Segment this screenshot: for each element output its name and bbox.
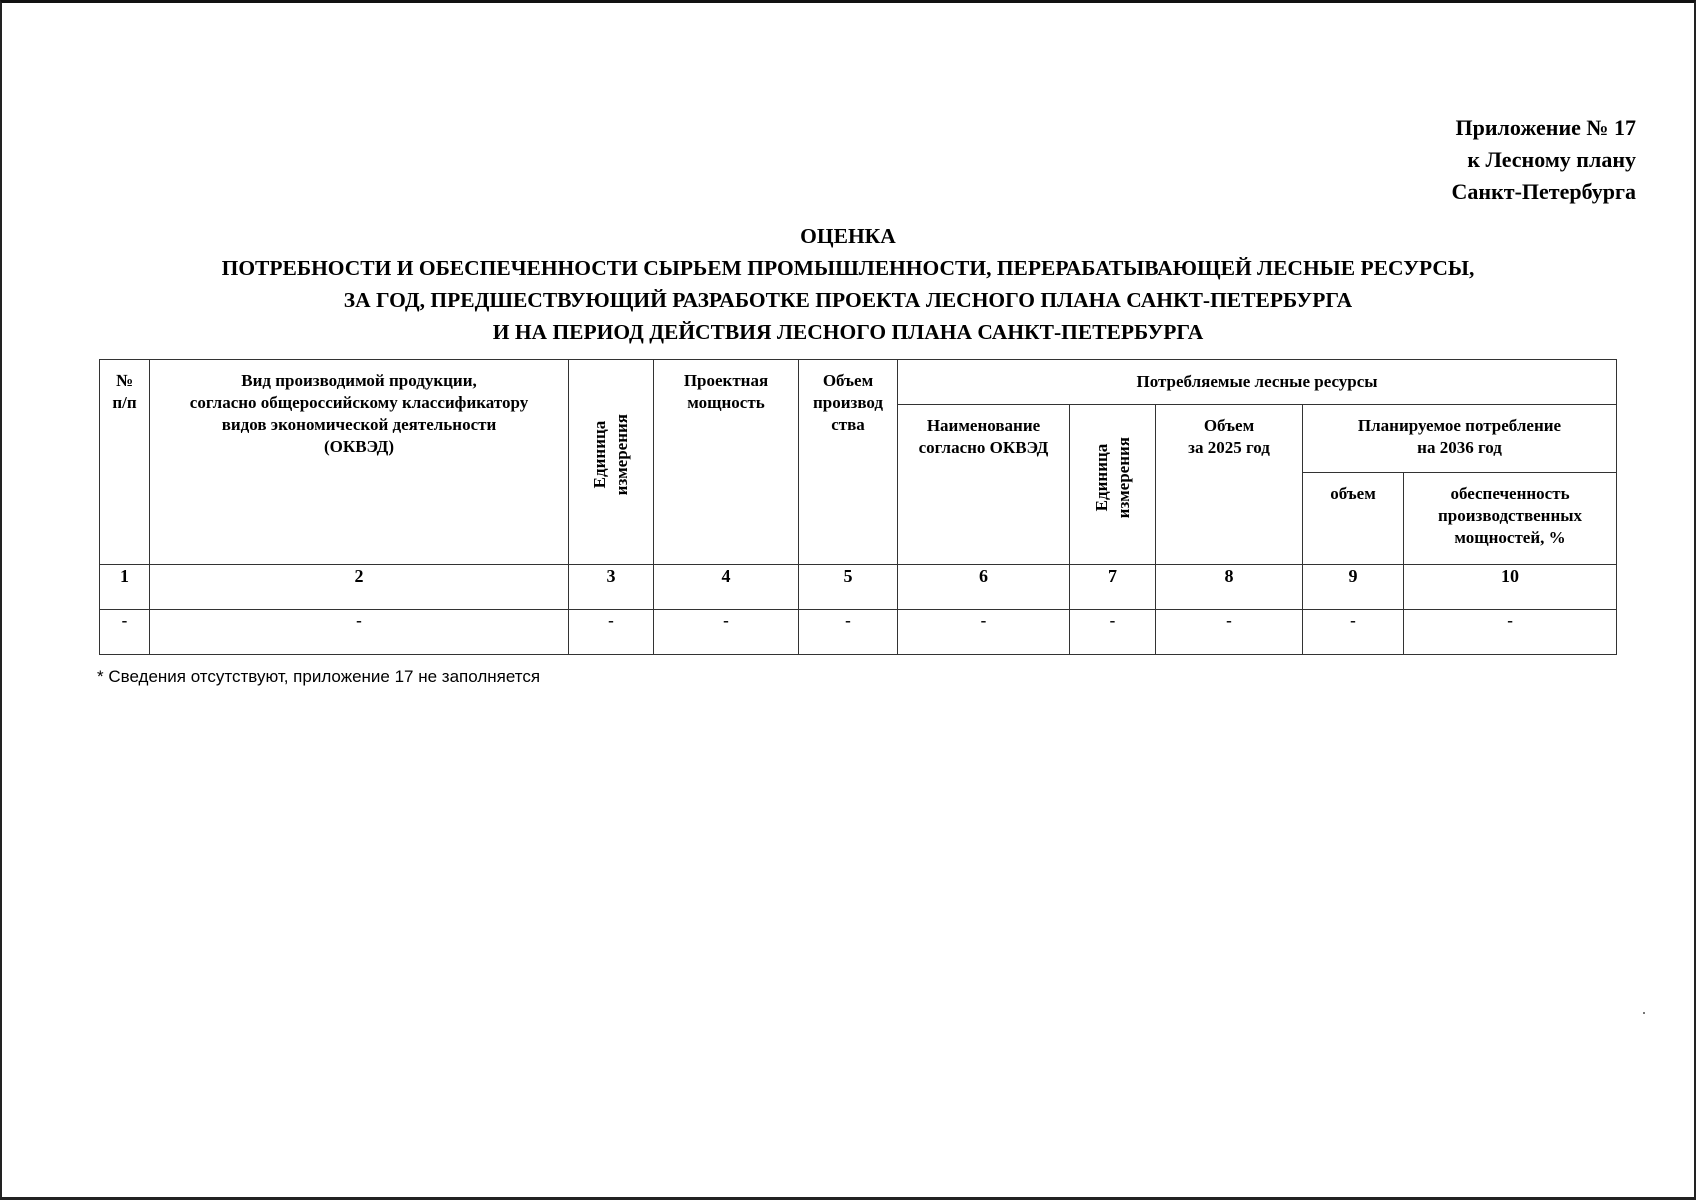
footnote: * Сведения отсутствуют, приложение 17 не заполняется xyxy=(97,667,541,686)
table-cell: - xyxy=(100,610,150,655)
header-text: производ xyxy=(812,393,884,412)
table-cell: - xyxy=(1070,610,1156,655)
header-text: Наименование xyxy=(926,416,1041,435)
scan-speck xyxy=(1643,1012,1645,1014)
header-text: Единица xyxy=(1091,444,1111,512)
table-cell: - xyxy=(898,610,1070,655)
appendix-note xyxy=(1452,112,1636,208)
header-res-volume xyxy=(1156,405,1303,565)
table-cell: - xyxy=(799,610,898,655)
column-number: 7 xyxy=(1070,565,1156,610)
header-text: п/п xyxy=(112,393,137,412)
header-res-name xyxy=(898,405,1070,565)
title-line: ЗА ГОД, ПРЕДШЕСТВУЮЩИЙ РАЗРАБОТКЕ ПРОЕКТА ЛЕСНОГО ПЛАНА САНКТ-ПЕТЕРБУРГА xyxy=(343,288,1353,312)
header-planned xyxy=(1303,405,1617,473)
header-text: № xyxy=(115,371,134,390)
header-supply xyxy=(1404,473,1617,565)
header-text: за 2025 год xyxy=(1188,438,1270,457)
table-cell: - xyxy=(1156,610,1303,655)
header-num xyxy=(100,360,150,565)
header-resources: Потребляемые лесные ресурсы xyxy=(898,360,1617,405)
header-text: согласно ОКВЭД xyxy=(918,438,1049,457)
header-text: Проектная xyxy=(683,371,769,390)
column-number: 9 xyxy=(1303,565,1404,610)
table-cell: - xyxy=(1303,610,1404,655)
appendix-line: Приложение № 17 xyxy=(1455,115,1636,140)
column-number-row xyxy=(100,565,1617,610)
table-cell: - xyxy=(150,610,569,655)
column-number: 5 xyxy=(799,565,898,610)
column-number: 4 xyxy=(654,565,799,610)
column-number: 3 xyxy=(569,565,654,610)
header-text: мощностей, % xyxy=(1454,528,1566,547)
header-text: Единица xyxy=(590,421,609,489)
column-number: 8 xyxy=(1156,565,1303,610)
header-text: (ОКВЭД) xyxy=(323,437,394,456)
assessment-table xyxy=(99,359,1617,655)
header-volume xyxy=(799,360,898,565)
header-text: согласно общероссийскому классификатору xyxy=(189,393,529,412)
header-row xyxy=(100,360,1617,405)
title-line: ОЦЕНКА xyxy=(800,224,896,248)
header-capacity xyxy=(654,360,799,565)
header-product xyxy=(150,360,569,565)
header-text: ства xyxy=(831,415,865,434)
header-text: Вид производимой продукции, xyxy=(241,371,477,390)
table-cell: - xyxy=(569,610,654,655)
appendix-line: Санкт-Петербурга xyxy=(1451,179,1636,204)
title-line: ПОТРЕБНОСТИ И ОБЕСПЕЧЕННОСТИ СЫРЬЕМ ПРОМЫШЛЕННОСТИ, ПЕРЕРАБАТЫВАЮЩЕЙ ЛЕСНЫЕ РЕСУРСЫ, xyxy=(221,256,1475,280)
column-number: 2 xyxy=(150,565,569,610)
title-line: И НА ПЕРИОД ДЕЙСТВИЯ ЛЕСНОГО ПЛАНА САНКТ-ПЕТЕРБУРГА xyxy=(492,320,1204,344)
header-text: видов экономической деятельности xyxy=(221,415,497,434)
column-number: 10 xyxy=(1404,565,1617,610)
column-number: 6 xyxy=(898,565,1070,610)
header-text: обеспеченность xyxy=(1450,484,1570,503)
header-text: Планируемое потребление xyxy=(1357,416,1562,435)
header-text: мощность xyxy=(687,393,765,412)
header-text: измерения xyxy=(612,414,631,496)
table-cell: - xyxy=(654,610,799,655)
header-text: производственных xyxy=(1438,506,1583,525)
header-text: Объем xyxy=(1203,416,1255,435)
column-number: 1 xyxy=(100,565,150,610)
appendix-line: к Лесному плану xyxy=(1467,147,1636,172)
header-text: измерения xyxy=(1113,437,1133,519)
header-text: на 2036 год xyxy=(1417,438,1502,457)
header-unit xyxy=(569,360,654,565)
table-cell: - xyxy=(1404,610,1617,655)
header-res-unit xyxy=(1070,405,1156,565)
header-planned-volume: объем xyxy=(1303,473,1404,565)
header-text: Объем xyxy=(822,371,874,390)
table-row xyxy=(100,610,1617,655)
document-title xyxy=(0,220,1696,348)
